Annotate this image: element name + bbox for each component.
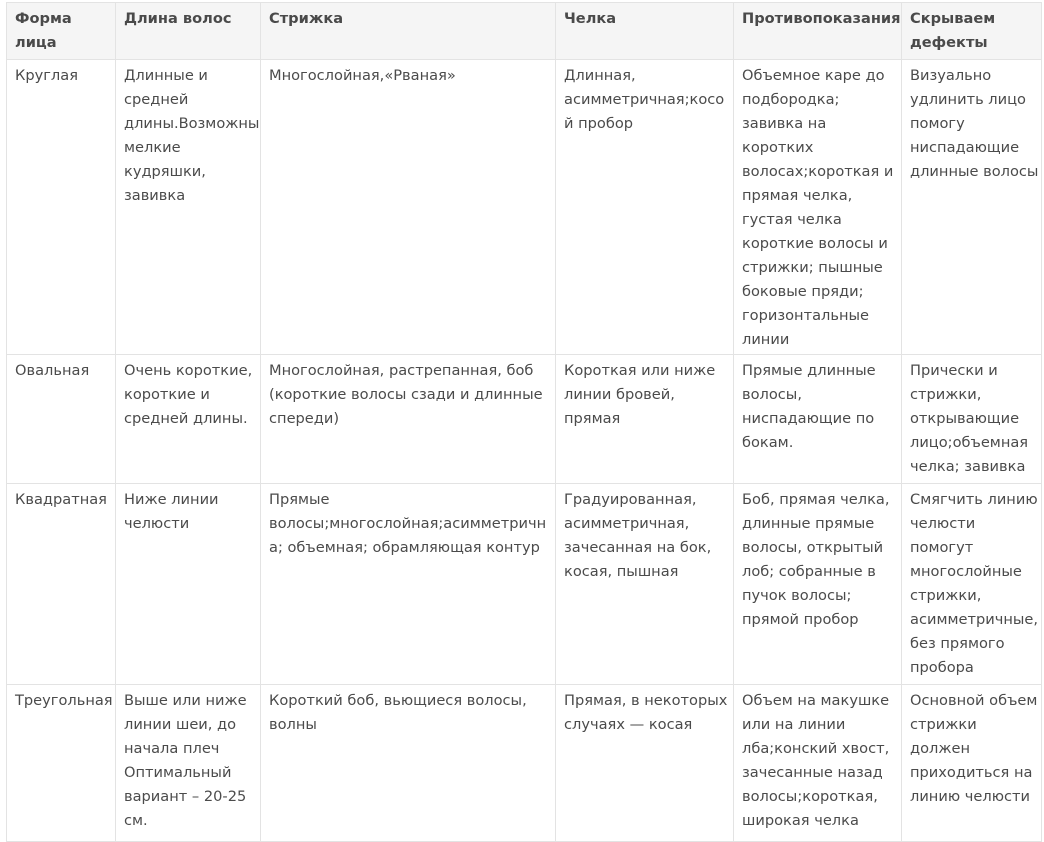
table-header-row	[7, 3, 1042, 60]
cell-hair-length: Длинные и средней длины.Возможны мелкие кудряшки, завивка	[116, 60, 261, 355]
cell-contraindications: Боб, прямая челка, длинные прямые волосы, открытый лоб; собранные в пучок волосы; прямой пробор	[734, 484, 902, 685]
cell-contraindications: Объем на макушке или на линии лба;конский хвост, зачесанные назад волосы;короткая, широкая челка	[734, 685, 902, 842]
cell-face-shape: Овальная	[7, 355, 116, 484]
cell-bangs: Длинная, асимметричная;косой пробор	[556, 60, 734, 355]
header-hide-defects: Скрываем дефекты	[902, 3, 1042, 60]
cell-hair-length: Очень короткие, короткие и средней длины.	[116, 355, 261, 484]
cell-haircut: Короткий боб, вьющиеся волосы, волны	[261, 685, 556, 842]
cell-haircut: Прямые волосы;многослойная;асимметрична; объемная; обрамляющая контур	[261, 484, 556, 685]
cell-face-shape: Квадратная	[7, 484, 116, 685]
cell-face-shape: Треугольная	[7, 685, 116, 842]
cell-haircut: Многослойная, растрепанная, боб (короткие волосы сзади и длинные спереди)	[261, 355, 556, 484]
table-row	[7, 484, 1042, 685]
cell-hide-defects: Визуально удлинить лицо помогу ниспадающие длинные волосы	[902, 60, 1042, 355]
cell-contraindications: Объемное каре до подбородка; завивка на коротких волосах;короткая и прямая челка, густая челка короткие волосы и стрижки; пышные боковые пряди; горизонтальные линии	[734, 60, 902, 355]
face-shape-haircut-table	[6, 2, 1042, 842]
table-row	[7, 355, 1042, 484]
cell-contraindications: Прямые длинные волосы, ниспадающие по бокам.	[734, 355, 902, 484]
cell-hide-defects: Основной объем стрижки должен приходиться на линию челюсти	[902, 685, 1042, 842]
header-contraindications: Противопоказания	[734, 3, 902, 60]
cell-haircut: Многослойная,«Рваная»	[261, 60, 556, 355]
header-bangs: Челка	[556, 3, 734, 60]
cell-hair-length: Ниже линии челюсти	[116, 484, 261, 685]
cell-bangs: Короткая или ниже линии бровей, прямая	[556, 355, 734, 484]
cell-bangs: Прямая, в некоторых случаях — косая	[556, 685, 734, 842]
face-shape-haircut-table-container	[6, 2, 1041, 842]
header-haircut: Стрижка	[261, 3, 556, 60]
cell-face-shape: Круглая	[7, 60, 116, 355]
table-row	[7, 60, 1042, 355]
cell-hide-defects: Прически и стрижки, открывающие лицо;объемная челка; завивка	[902, 355, 1042, 484]
cell-hair-length: Выше или ниже линии шеи, до начала плеч Оптимальный вариант – 20-25 см.	[116, 685, 261, 842]
cell-hide-defects: Смягчить линию челюсти помогут многослойные стрижки, асимметричные, без прямого пробора	[902, 484, 1042, 685]
header-face-shape: Форма лица	[7, 3, 116, 60]
header-hair-length: Длина волос	[116, 3, 261, 60]
cell-bangs: Градуированная, асимметричная, зачесанная на бок, косая, пышная	[556, 484, 734, 685]
